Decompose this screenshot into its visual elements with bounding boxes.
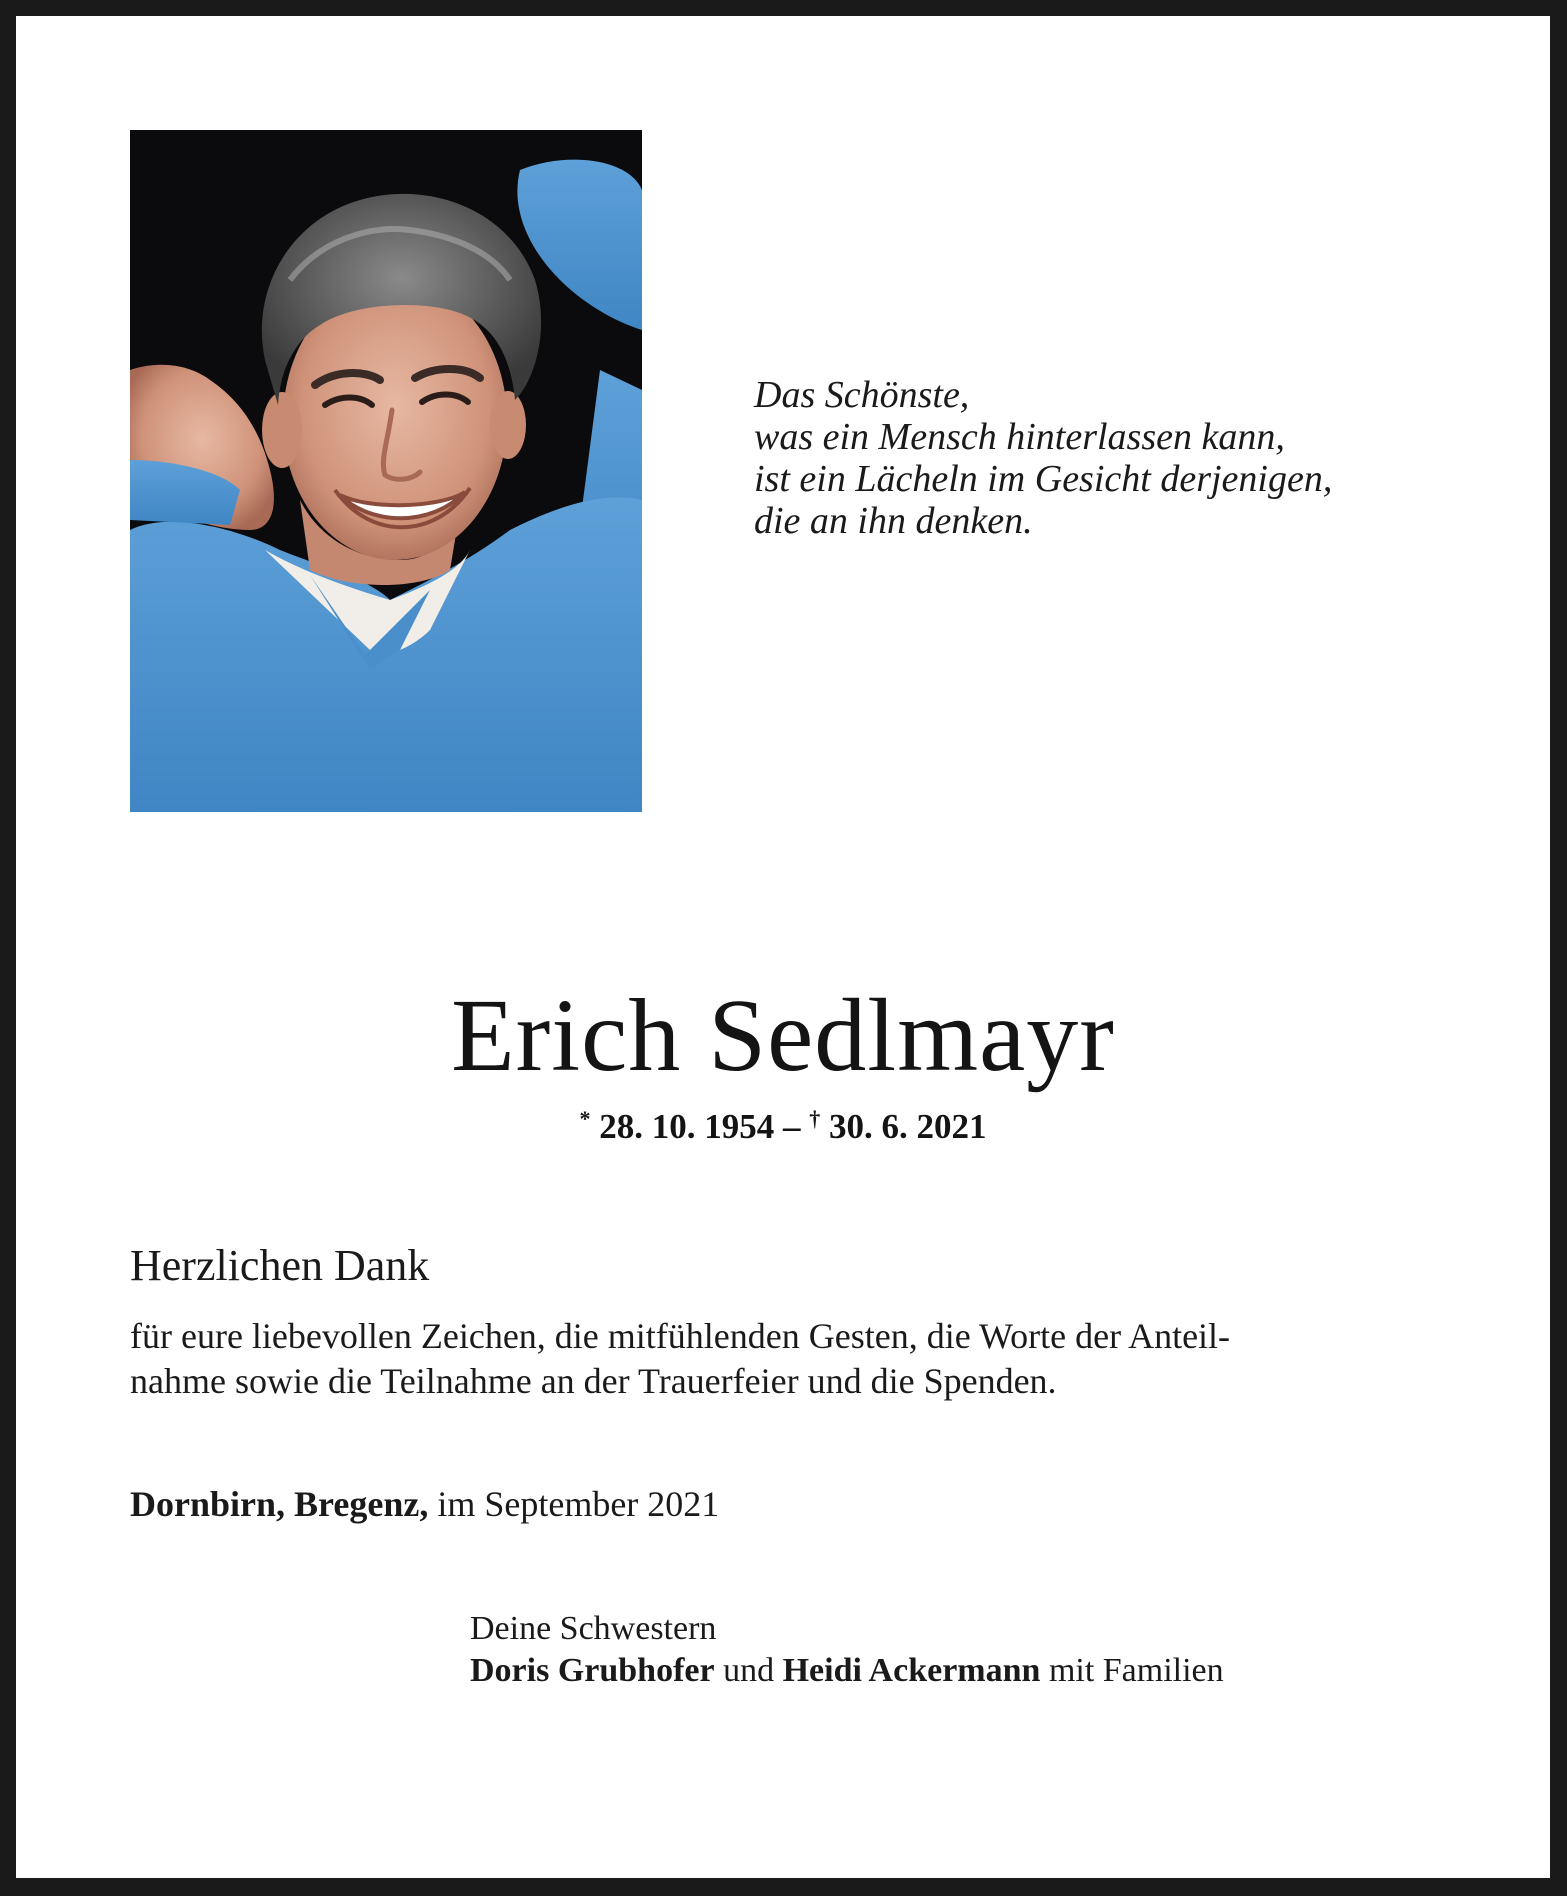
portrait-image <box>130 130 642 812</box>
place-towns: Dornbirn, Bregenz, <box>130 1484 429 1524</box>
date-separator: – <box>783 1107 801 1146</box>
thanks-line: für eure liebevollen Zeichen, die mitfühlenden Gesten, die Worte der Anteil- <box>130 1316 1231 1356</box>
quote-line: die an ihn denken. <box>754 500 1033 542</box>
quote-line: Das Schönste, <box>754 374 970 416</box>
place-date-line <box>130 1482 719 1526</box>
quote-line: ist ein Lächeln im Gesicht derjenigen, <box>754 458 1333 500</box>
memorial-quote <box>754 374 1474 542</box>
signature-name-1: Doris Grubhofer <box>470 1652 715 1689</box>
portrait-photo <box>130 130 642 812</box>
death-date: 30. 6. 2021 <box>829 1107 987 1146</box>
signature-intro: Deine Schwestern <box>470 1610 717 1647</box>
signature-name-2: Heidi Ackermann <box>782 1652 1041 1689</box>
death-cross-icon: † <box>809 1106 821 1131</box>
birth-star-icon: * <box>579 1106 591 1131</box>
life-dates <box>16 1106 1550 1148</box>
signature-conjunction: und <box>723 1652 775 1689</box>
obituary-card <box>16 16 1550 1878</box>
signature-names <box>470 1650 1224 1692</box>
thanks-body <box>130 1314 1490 1404</box>
place-date: im September 2021 <box>437 1484 720 1524</box>
signature-block <box>470 1608 1224 1692</box>
thanks-line: nahme sowie die Teilnahme an der Trauerfeier und die Spenden. <box>130 1361 1057 1401</box>
signature-suffix: mit Familien <box>1048 1652 1224 1689</box>
thanks-heading: Herzlichen Dank <box>130 1241 430 1290</box>
deceased-name: Erich Sedlmayr <box>451 978 1115 1093</box>
quote-line: was ein Mensch hinterlassen kann, <box>754 416 1285 458</box>
birth-date: 28. 10. 1954 <box>599 1107 775 1146</box>
